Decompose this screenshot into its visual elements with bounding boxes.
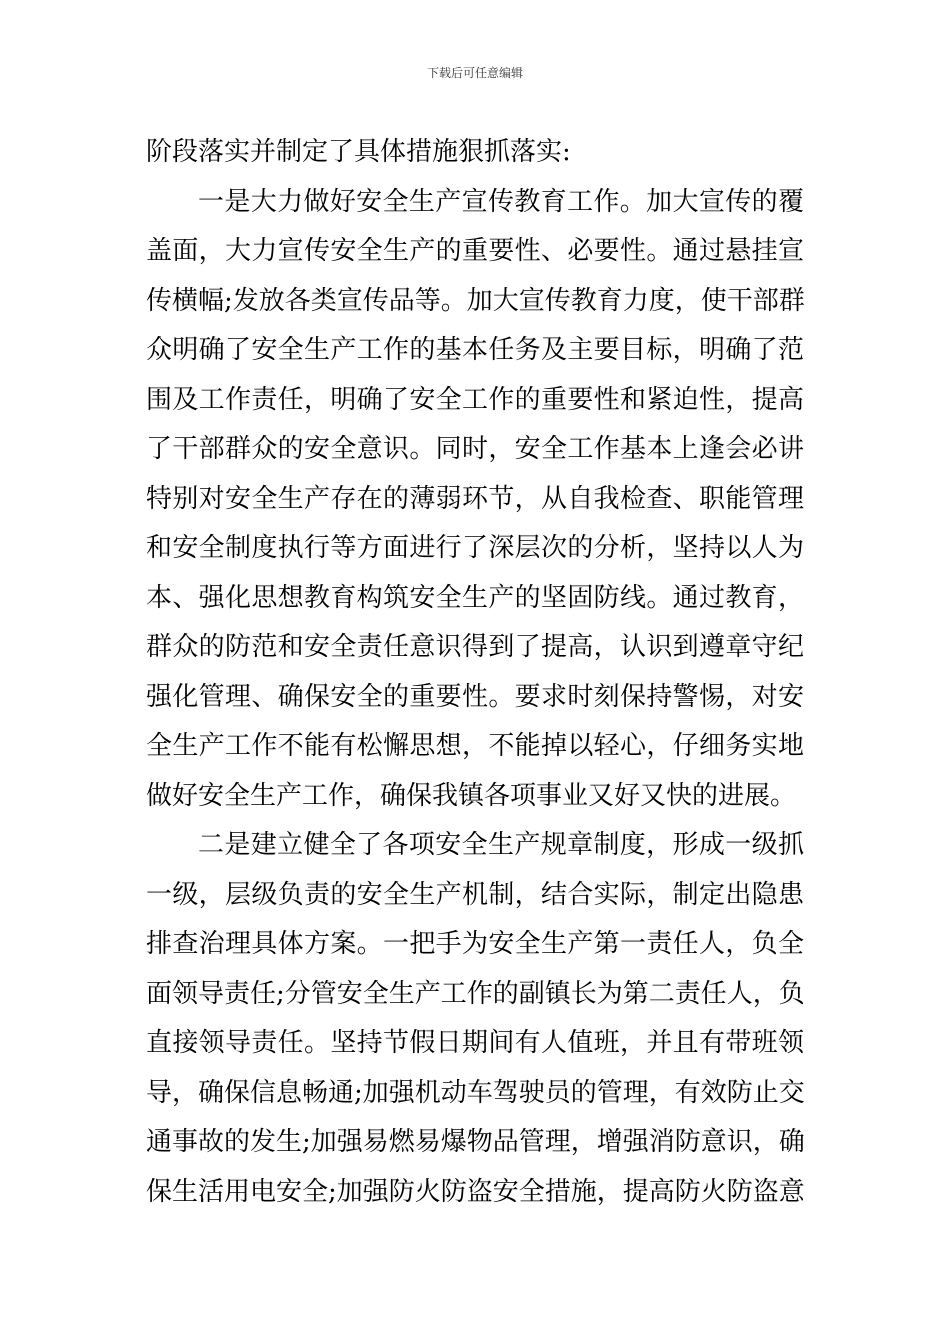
document-body (146, 128, 804, 1217)
text-line: 传横幅;发放各类宣传品等。加大宣传教育力度，使干部群 (146, 285, 805, 316)
text-line: 群众的防范和安全责任意识得到了提高，认识到遵章守纪 (146, 632, 804, 662)
text-line: 全生产工作不能有松懈思想，不能掉以轻心，仔细务实地 (146, 731, 804, 761)
text-line: 面领导责任;分管安全生产工作的副镇长为第二责任人，负 (146, 978, 805, 1009)
text-line: 本、强化思想教育构筑安全生产的坚固防线。通过教育， (146, 582, 804, 613)
text-line: 和安全制度执行等方面进行了深层次的分析，坚持以人为 (146, 533, 804, 563)
text-line: 盖面，大力宣传安全生产的重要性、必要性。通过悬挂宣 (146, 236, 804, 266)
paragraph-first-line: 二是建立健全了各项安全生产规章制度，形成一级抓 (198, 830, 804, 860)
text-line: 导，确保信息畅通;加强机动车驾驶员的管理，有效防止交 (146, 1077, 805, 1108)
text-line: 强化管理、确保安全的重要性。要求时刻保持警惕，对安 (146, 681, 804, 712)
text-line: 一级，层级负责的安全生产机制，结合实际，制定出隐患 (146, 879, 804, 910)
text-line: 特别对安全生产存在的薄弱环节，从自我检查、职能管理 (146, 483, 804, 514)
text-line: 众明确了安全生产工作的基本任务及主要目标，明确了范 (146, 335, 804, 365)
paragraph-last-line: 做好安全生产工作，确保我镇各项事业又好又快的进展。 (146, 780, 797, 811)
text-line: 围及工作责任，明确了安全工作的重要性和紧迫性，提高 (146, 384, 804, 415)
text-line: 排查治理具体方案。一把手为安全生产第一责任人，负全 (146, 929, 804, 959)
text-line: 直接领导责任。坚持节假日期间有人值班，并且有带班领 (146, 1028, 804, 1058)
text-line: 通事故的发生;加强易燃易爆物品管理，增强消防意识，确 (146, 1127, 805, 1157)
paragraph-first-line: 一是大力做好安全生产宣传教育工作。加大宣传的覆 (198, 186, 804, 217)
text-line: 阶段落实并制定了具体措施狠抓落实: (146, 137, 571, 167)
text-line: 了干部群众的安全意识。同时，安全工作基本上逢会必讲 (146, 434, 804, 464)
page-header: 下载后可任意编辑 (426, 66, 523, 80)
text-line: 保生活用电安全;加强防火防盗安全措施，提高防火防盗意 (146, 1176, 805, 1207)
